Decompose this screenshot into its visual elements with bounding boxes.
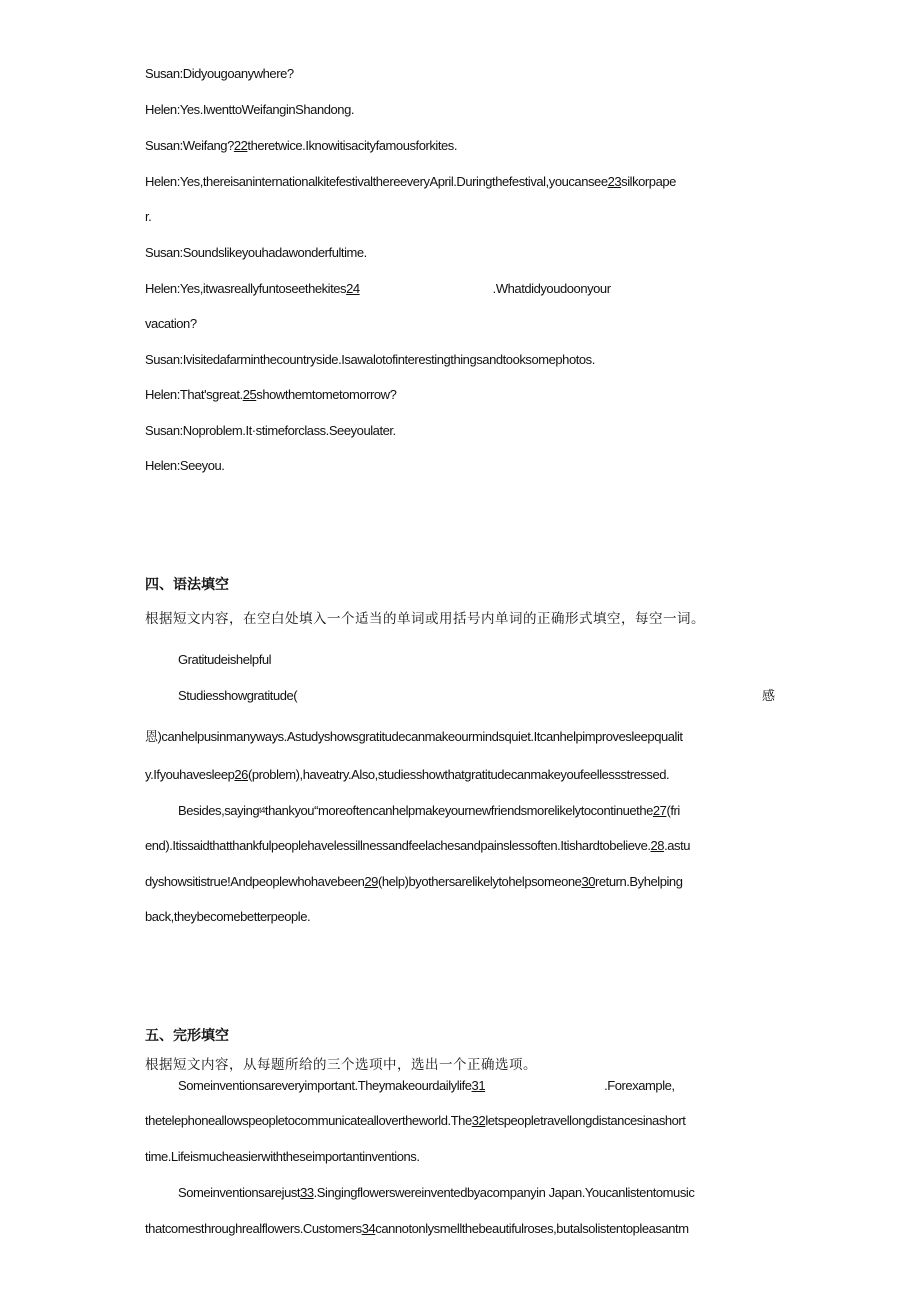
text: return.Byhelping: [595, 874, 683, 889]
text: Someinventionsarejust: [178, 1185, 301, 1200]
section-instruction: 根据短文内容，在空白处填入一个适当的单词或用括号内单词的正确形式填空，每空一词。: [145, 611, 705, 626]
text: Helen:Yes,thereisaninternationalkitefestivalthereeveryApril.Duringthefestival,youcansee: [145, 174, 608, 189]
dialogue-line: Susan:Soundslikeyouhadawonderfultime.: [145, 245, 367, 260]
text: thetelephoneallowspeopletocommunicateallovertheworld.The: [145, 1113, 472, 1128]
dialogue-line: r.: [145, 209, 152, 224]
blank-26: 26: [234, 767, 248, 782]
text: (fri: [666, 803, 680, 818]
text: silkorpape: [621, 174, 676, 189]
section-heading: 四、语法填空: [145, 576, 229, 592]
text: Someinventionsareveryimportant.Theymakeourdailylife: [178, 1078, 472, 1093]
section-heading: 五、完形填空: [145, 1027, 229, 1043]
dialogue-line: Susan:Noproblem.It·stimeforclass.Seeyoulater.: [145, 423, 396, 438]
text: Susan:Weifang?: [145, 138, 234, 153]
text: thatcomesthroughrealflowers.Customers: [145, 1221, 362, 1236]
dialogue-line: [145, 387, 396, 403]
passage-line: [178, 803, 680, 819]
dialogue-line: Helen:Yes.IwenttoWeifanginShandong.: [145, 102, 355, 117]
text: cannotonlysmellthebeautifulroses,butalsolistentopleasantm: [375, 1221, 689, 1236]
passage-line: [145, 838, 690, 854]
blank-28: 28: [650, 838, 665, 853]
dialogue-line: Susan:Didyougoanywhere?: [145, 66, 294, 81]
passage-line: Studiesshowgratitude(: [178, 688, 298, 703]
passage-text: 感: [762, 688, 775, 703]
text: end).Itissaidthatthankfulpeoplehavelessillnessandfeelachesandpainslessoften.Itishardtobelieve.: [145, 838, 651, 853]
dialogue-line: vacation?: [145, 316, 197, 331]
text: (help)byothersarelikelytohelpsomeone: [377, 874, 582, 889]
blank-34: 34: [361, 1221, 376, 1236]
text: y.Ifyouhavesleep: [145, 767, 235, 782]
superscript: t4: [259, 806, 265, 815]
text: .Forexample,: [604, 1078, 675, 1093]
passage-title: Gratitudeishelpful: [178, 652, 272, 667]
blank-22: 22: [233, 138, 248, 153]
text: .Whatdidyoudoonyour: [492, 281, 611, 296]
dialogue-line: [145, 174, 676, 190]
text: Helen:Yes,itwasreallyfuntoseethekites: [145, 281, 347, 296]
passage-line: [178, 1078, 675, 1094]
blank-31: 31: [471, 1078, 486, 1093]
text: theretwice.Iknowitisacityfamousforkites.: [247, 138, 458, 153]
text: Besides,saying: [178, 803, 260, 818]
blank-30: 30: [581, 874, 596, 889]
passage-line: [145, 1113, 685, 1129]
blank-29: 29: [364, 874, 378, 889]
passage-line: time.Lifeismucheasierwiththeseimportantinventions.: [145, 1149, 420, 1164]
text: letspeopletravellongdistancesinashort: [485, 1113, 686, 1128]
dialogue-line: [145, 138, 457, 154]
text: showthemtometomorrow?: [256, 387, 397, 402]
text: .Singingflowerswereinventedbyacompanyin Japan.Youcanlistentomusic: [313, 1185, 695, 1200]
passage-line: back,theybecomebetterpeople.: [145, 909, 311, 924]
blank-32: 32: [471, 1113, 486, 1128]
passage-line: [145, 874, 683, 890]
text: .astu: [664, 838, 691, 853]
passage-line: [145, 1221, 689, 1237]
passage-line: [178, 1185, 694, 1201]
text: dyshowsitistrue!Andpeoplewhohavebeen: [145, 874, 365, 889]
blank-33: 33: [300, 1185, 314, 1200]
dialogue-line: Helen:Seeyou.: [145, 458, 225, 473]
blank-23: 23: [607, 174, 622, 189]
passage-line: [145, 767, 669, 783]
dialogue-line: Susan:Ivisitedafarminthecountryside.Isawalotofinterestingthingsandtooksomephotos.: [145, 352, 595, 367]
blank-24: 24: [346, 281, 360, 296]
blank-27: 27: [652, 803, 667, 818]
text: thankyou“moreoftencanhelpmakeyournewfriendsmorelikelytocontinuethe: [264, 803, 653, 818]
passage-line: 恩)canhelpusinmanyways.Astudyshowsgratitudecanmakeourmindsquiet.Itcanhelpimprovesleepqualit: [145, 729, 683, 744]
text: (problem),haveatry.Also,studiesshowthatgratitudecanmakeyoufeellessstressed.: [247, 767, 670, 782]
section-instruction: 根据短文内容，从每题所给的三个选项中，选出一个正确选项。: [145, 1057, 537, 1072]
dialogue-line: [145, 281, 611, 297]
text: Helen:That'sgreat.: [145, 387, 243, 402]
blank-25: 25: [242, 387, 257, 402]
